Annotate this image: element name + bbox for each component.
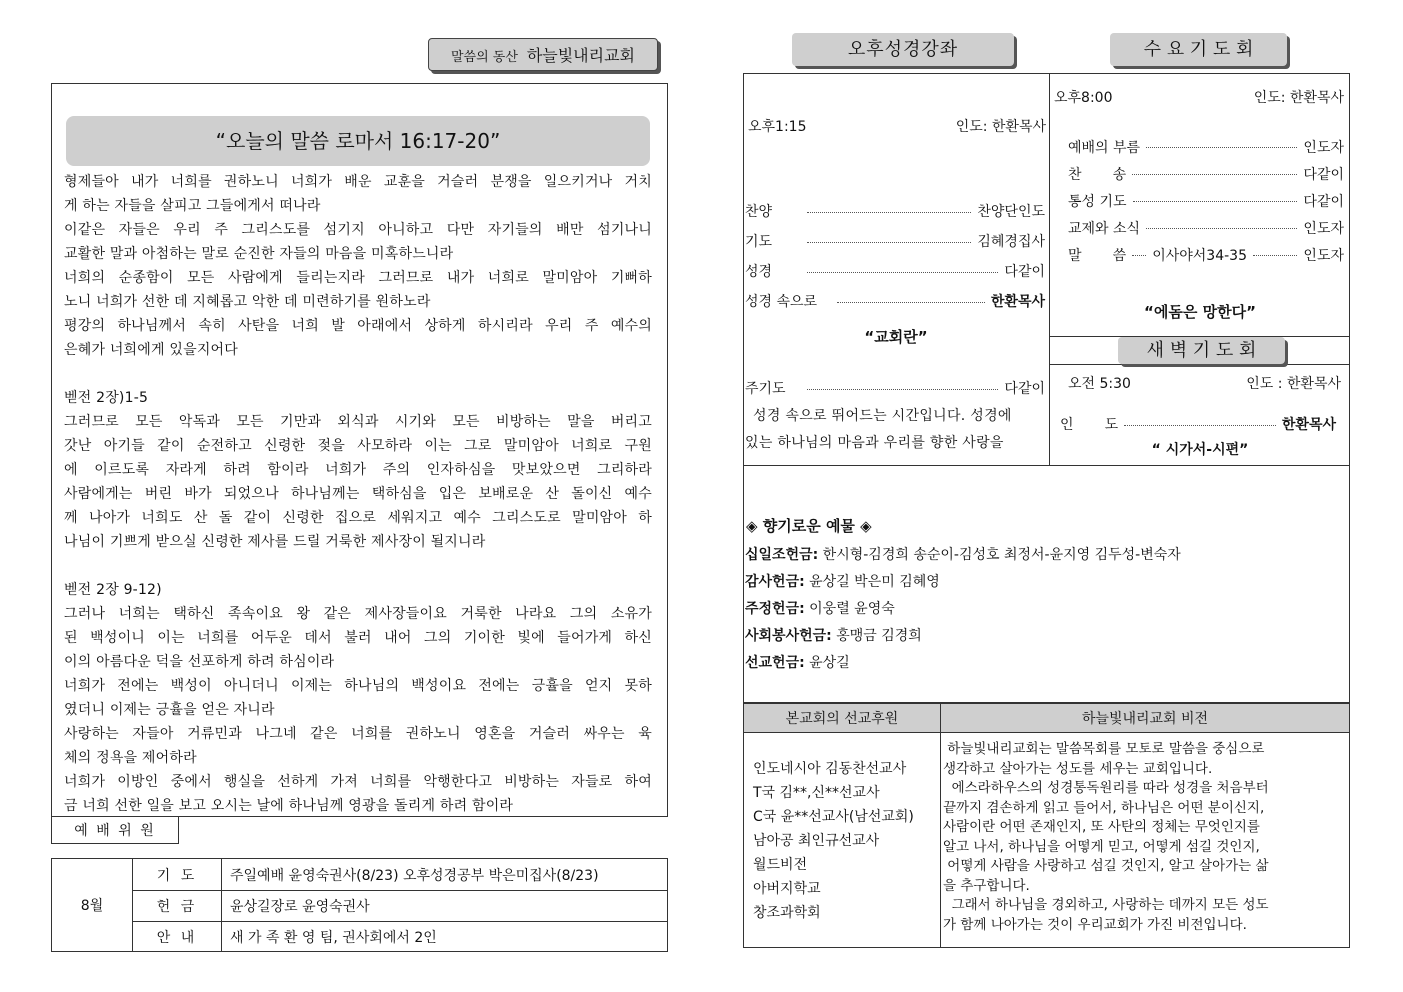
church-header	[428, 38, 658, 71]
order-item: 인 도 한환목사	[1060, 417, 1336, 433]
verse-line: 벧전 2장)1-5	[64, 390, 149, 406]
vision-line: 에스라하우스의 성경통독원리를 따라 성경을 처음부터	[943, 780, 1269, 796]
verse-line: 사람에게는 버린 바가 되었으나 하나님께는 택하심을 입은 보배로운 산 돌이신 예수	[64, 486, 652, 502]
scripture-text	[64, 170, 652, 818]
offering-item: 선교헌금: 윤상길	[745, 655, 850, 671]
vision-line: 알고 나서, 하나님을 어떻게 믿고, 어떻게 섬길 것인지,	[943, 838, 1260, 855]
dawn-header: 새 벽 기 도 회	[1118, 337, 1285, 364]
dawn-divider-bottom	[1049, 364, 1350, 365]
mission-item: 아버지학교	[753, 881, 821, 897]
order-item: 통성 기도 다같이	[1068, 193, 1344, 210]
mission-list	[753, 757, 938, 925]
vision-line: 을 추구합니다.	[943, 877, 1030, 894]
vision-line: 가 함께 나아가는 것이 우리교회가 가진 비전입니다.	[943, 916, 1247, 933]
verse-line: 너희가 이방인 중에서 행실을 선하게 가져 너희를 악행한다고 비방하는 자들로 하여	[64, 774, 652, 790]
leader-dots	[807, 272, 998, 273]
offering-list	[745, 542, 1345, 677]
leader-dots	[1146, 228, 1297, 229]
order-item: 찬양 찬양단인도	[745, 204, 1045, 220]
order-item: 교제와 소식 인도자	[1068, 220, 1344, 237]
leader-dots	[807, 389, 998, 390]
dawn-time: 오전 5:30	[1068, 376, 1131, 392]
section-divider	[743, 465, 1350, 466]
leader-dots	[1132, 174, 1297, 175]
order-item: 예배의 부름 인도자	[1068, 139, 1344, 156]
offering-heading: ◈ 향기로운 예물 ◈	[746, 517, 872, 535]
mission-item: 남아공 최인규선교사	[753, 833, 880, 849]
verse-line: 은혜가 너희에게 있을지어다	[64, 342, 238, 358]
verse-line: 나님이 기쁘게 받으실 신령한 제사를 드릴 거룩한 제사장이 될지니라	[64, 534, 486, 550]
leader-dots	[1253, 255, 1297, 256]
committee-value: 주일예배 윤영숙권사(8/23) 오후성경공부 박은미집사(8/23)	[222, 859, 668, 891]
verse-line: 노니 너희가 선한 데 지혜롭고 악한 데 미련하기를 원하노라	[64, 294, 431, 310]
verse-line: 이의 아름다운 덕을 선포하게 하려 하심이라	[64, 654, 335, 670]
verse-line: 된 백성이니 이는 너희를 어두운 데서 불러 내어 그의 기이한 빛에 들어가게 하신	[64, 630, 652, 646]
mission-item: 인도네시아 김동찬선교사	[753, 761, 907, 777]
vision-header: 하늘빛내리교회 비전	[940, 703, 1350, 733]
wednesday-header: 수 요 기 도 회	[1110, 33, 1287, 66]
mission-header: 본교회의 선교후원	[743, 703, 941, 733]
verse-line: 벧전 2장 9-12)	[64, 582, 162, 598]
table-divider	[940, 733, 941, 948]
offering-item: 사회봉사헌금: 홍맹금 김경희	[745, 628, 922, 644]
verse-line: 교활한 말과 아첨하는 말로 순진한 자들의 마음을 미혹하느니라	[64, 246, 454, 262]
wednesday-subtitle: “에돔은 망한다”	[1144, 303, 1256, 321]
order-item: 기도 김혜경집사	[745, 234, 1045, 250]
sermon-title: “오늘의 말씀 로마서 16:17-20”	[66, 116, 650, 166]
dawn-subtitle: “ 시가서-시편”	[1151, 442, 1249, 458]
wednesday-leader: 인도: 한환목사	[1253, 90, 1344, 106]
committee-role: 기 도	[133, 859, 222, 891]
verse-line: 께 나아가 너희도 산 돌 같이 신령한 집으로 세워지고 예수 그리스도로 말미암아 하	[64, 510, 652, 526]
verse-line: 게 하는 자들을 살피고 그들에게서 떠나라	[64, 198, 321, 214]
church-motto: 말씀의 동산	[450, 50, 518, 65]
leader-dots	[837, 302, 985, 303]
verse-line: 갓난 아기들 같이 순전하고 신령한 젖을 사모하라 이는 그로 말미암아 너희로 구원	[64, 438, 652, 454]
afternoon-order	[745, 196, 1045, 316]
wednesday-order	[1068, 133, 1344, 268]
verse-line: 형제들아 내가 너희를 권하노니 너희가 배운 교훈을 거슬러 분쟁을 일으키거나 거치	[64, 174, 652, 190]
church-name: 하늘빛내리교회	[526, 46, 636, 65]
committee-month: 8월	[52, 859, 133, 952]
vision-line: 생각하고 살아가는 성도를 세우는 교회입니다.	[943, 760, 1213, 777]
offering-item: 십일조헌금: 한시형-김경희 송순이-김성호 최정서-윤지영 김두성-변숙자	[745, 547, 1181, 563]
order-item: 성경 속으로 한환목사	[745, 294, 1045, 310]
committee-role: 안 내	[133, 922, 222, 952]
order-item: 찬 송 다같이	[1068, 166, 1344, 183]
leader-dots	[1146, 147, 1297, 148]
vision-line: 사람이란 어떤 존재인지, 또 사탄의 정체는 무엇인지를	[943, 819, 1260, 835]
afternoon-note: 성경 속으로 뛰어드는 시간입니다. 성경에	[753, 408, 1012, 424]
order-item: 말 씀 이사야서34-35 인도자	[1068, 247, 1344, 264]
leader-dots	[807, 242, 971, 243]
verse-line: 그러나 너희는 택하신 족속이요 왕 같은 제사장들이요 거룩한 나라요 그의 소유가	[64, 606, 652, 622]
verse-line: 체의 정욕을 제어하라	[64, 750, 197, 766]
verse-line: 너희의 순종함이 모든 사람에게 들리는지라 그러므로 내가 너희로 말미암아 기뻐하	[64, 270, 652, 286]
dawn-info	[1068, 373, 1341, 393]
committee-value: 새 가 족 환 영 팀, 권사회에서 2인	[222, 922, 668, 952]
wednesday-info	[1054, 87, 1344, 107]
vision-line: 그래서 하나님을 경외하고, 사랑하는 데까지 모든 성도	[943, 897, 1269, 913]
vision-text	[943, 740, 1347, 935]
verse-spacer	[64, 362, 652, 386]
leader-dots	[1124, 425, 1276, 426]
afternoon-subtitle: “교회란”	[864, 328, 928, 346]
verse-line: 사랑하는 자들아 거류민과 나그네 같은 너희를 권하노니 영혼을 거슬러 싸우는 육	[64, 726, 652, 742]
committee-value: 윤상길장로 윤영숙권사	[222, 891, 668, 922]
order-item: 성경 다같이	[745, 264, 1045, 280]
leader-dots	[1133, 201, 1298, 202]
mission-item: 창조과학회	[753, 905, 821, 921]
committee-label: 예 배 위 원	[51, 816, 179, 844]
mission-item: T국 김**,신**선교사	[753, 785, 880, 801]
column-divider	[1049, 73, 1050, 466]
verse-line: 였더니 이제는 긍휼을 얻은 자니라	[64, 702, 275, 718]
verse-line: 너희가 전에는 백성이 아니더니 이제는 하나님의 백성이요 전에는 긍휼을 얻지 못하	[64, 678, 652, 694]
verse-line: 이같은 자들은 우리 주 그리스도를 섬기지 아니하고 다만 자기들의 배만 섬기나니	[64, 222, 652, 238]
vision-line: 어떻게 사람을 사랑하고 섬길 것인지, 알고 살아가는 삶	[943, 858, 1269, 874]
verse-line: 그러므로 모든 악독과 모든 기만과 외식과 시기와 모든 비방하는 말을 버리고	[64, 414, 652, 430]
afternoon-note: 있는 하나님의 마음과 우리를 향한 사랑을	[745, 435, 1004, 451]
offering-item: 주정헌금: 이웅렬 윤영숙	[745, 601, 895, 617]
committee-table	[51, 858, 668, 952]
offering-item: 감사헌금: 윤상길 박은미 김혜영	[745, 574, 940, 590]
order-item: 주기도 다같이	[745, 381, 1045, 397]
afternoon-time: 오후1:15	[748, 119, 807, 135]
leader-dots	[807, 212, 971, 213]
mission-item: C국 윤**선교사(남선교회)	[753, 809, 914, 825]
verse-spacer	[64, 554, 652, 578]
wednesday-time: 오후8:00	[1054, 90, 1113, 106]
mission-item: 월드비전	[753, 857, 808, 873]
verse-line: 평강의 하나님께서 속히 사탄을 너희 발 아래에서 상하게 하시리라 우리 주 예수의	[64, 318, 652, 334]
vision-line: 끝까지 겸손하게 읽고 들어서, 하나님은 어떤 분이신지,	[943, 799, 1265, 816]
dawn-leader: 인도 : 한환목사	[1246, 376, 1341, 392]
verse-line: 금 너희 선한 일을 보고 오시는 날에 하나님께 영광을 돌리게 하려 함이라	[64, 798, 514, 814]
afternoon-header: 오후성경강좌	[792, 33, 1014, 66]
afternoon-info	[748, 116, 1046, 136]
verse-line: 에 이르도록 자라게 하려 함이라 너희가 주의 인자하심을 맛보았으면 그리하라	[64, 462, 652, 478]
committee-role: 헌 금	[133, 891, 222, 922]
vision-line: 하늘빛내리교회는 말씀목회를 모토로 말씀을 중심으로	[943, 741, 1265, 757]
afternoon-leader: 인도: 한환목사	[955, 119, 1046, 135]
leader-dots	[1132, 255, 1146, 256]
